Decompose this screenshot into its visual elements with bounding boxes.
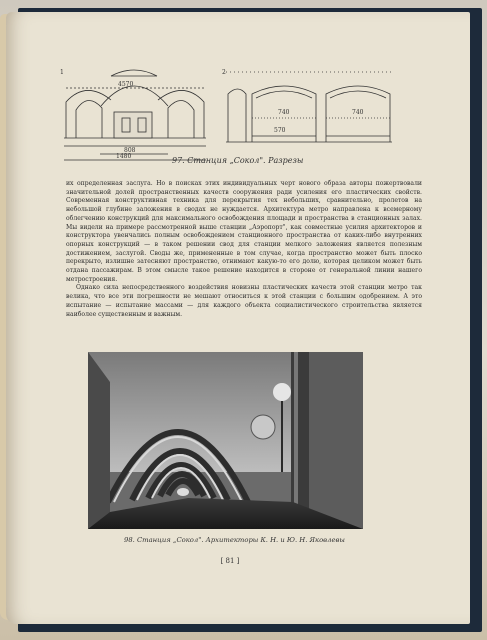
mark-left: 1 [60,69,64,76]
page-number: [ 81 ] [220,557,240,565]
body-text [66,180,422,319]
figure-97-caption: 97. Станция „Сокол". Разрезы [172,156,304,165]
mark-right: 2 [222,69,226,76]
station-photo [88,352,363,529]
dim-inner-width: 808 [124,147,136,154]
station-photo-svg [88,352,363,529]
dim-side-height: 740 [278,109,290,116]
dim-side-width: 570 [274,127,286,134]
dim-outer-top: 4570 [118,81,134,88]
dim-right-height: 740 [352,109,364,116]
paragraph-2: Однако сила непосредственного воздействия новизны пластических качеств этой станции метро так велика, что все эти погрешности не мешают относиться к этой станции с большим одобрением. А это испытание — испытание массами — для каждого объекта социалистического строительства является наиболее существенным и важным. [66,284,422,318]
section-diagram-svg [56,62,396,162]
station-section-drawing [56,62,396,162]
figure-98-caption: 98. Станция „Сокол". Архитекторы К. Н. и Ю. Н. Яковлевы [124,536,345,544]
paragraph-1: их определенная заслуга. Но в поисках этих индивидуальных черт нового образа авторы пожертвовали значительной долей пространственных качеств сооружения ради усиления его пластических свойств. Современная конструктивная техника для перекрытия тех небольших, сравнительно, пролетов на небольшой глубине заложения в сводах не нуждается. Архитектура метро направлена к всемерному облегчению конструкций для максимального освобождения площади и пространства в станционных залах. Мы видели на примере рассмотренной выше станции „Аэропорт", как совместные усилия архитекторов и конструктора увенчались полным освобождением станционного пространства от каких-либо внутренних опорных конструкций — в таком решении свод для станции мелкого заложения является полезным достижением, заслугой. Своды же, примененные в том случае, когда пространство может быть плоско перекрыто, излишне затесняют пространство, отнимают какую-то его долю, которая целиком может быть отдана пассажирам. В этом смысле такое решение находится в стороне от генеральной линии нашего метростроения. [66,180,422,283]
book-page [6,12,470,624]
dim-total-width: 1480 [116,153,132,160]
